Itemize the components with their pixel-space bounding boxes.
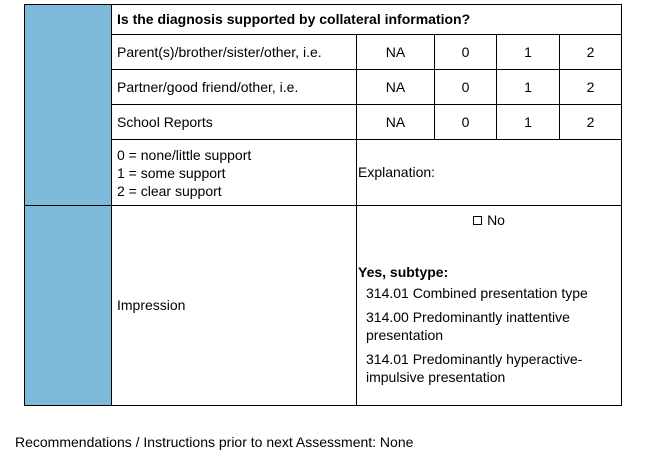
no-option[interactable] (357, 211, 621, 229)
subtype-option: 314.01 Predominantly hyperactive-impulsive presentation (366, 351, 583, 385)
subtype-option: 314.00 Predominantly inattentive presentation (366, 309, 570, 343)
question-title: Is the diagnosis supported by collateral information? (112, 5, 622, 35)
table-row (25, 70, 622, 105)
legend-line: 2 = clear support (117, 182, 222, 199)
legend-row (25, 140, 622, 206)
row-label: Partner/good friend/other, i.e. (112, 70, 357, 105)
rating-2: 2 (560, 35, 622, 70)
rating-2: 2 (560, 105, 622, 140)
assessment-table-container (24, 4, 621, 406)
checkbox-icon[interactable] (473, 216, 482, 225)
recommendations-footer: Recommendations / Instructions prior to next Assessment: None (15, 434, 414, 450)
legend-line: 0 = none/little support (117, 146, 252, 163)
rating-2: 2 (560, 70, 622, 105)
rating-1: 1 (497, 70, 560, 105)
rating-0: 0 (435, 105, 497, 140)
rating-1: 1 (497, 35, 560, 70)
side-band-top (25, 5, 112, 206)
subtype-option: 314.01 Combined presentation type (366, 285, 588, 301)
question-row (25, 5, 622, 35)
rating-legend (112, 140, 357, 206)
rating-na: NA (357, 105, 435, 140)
legend-line: 1 = some support (117, 164, 226, 181)
rating-na: NA (357, 35, 435, 70)
impression-label: Impression (112, 206, 357, 406)
assessment-table (24, 4, 622, 406)
table-row (25, 105, 622, 140)
row-label: School Reports (112, 105, 357, 140)
explanation-cell (357, 140, 622, 206)
rating-1: 1 (497, 105, 560, 140)
yes-subtype-heading: Yes, subtype: (358, 264, 449, 280)
impression-row (25, 206, 622, 406)
impression-options (357, 206, 622, 406)
explanation-label: Explanation: (358, 164, 436, 180)
row-label: Parent(s)/brother/sister/other, i.e. (112, 35, 357, 70)
side-band-bottom (25, 206, 112, 406)
rating-na: NA (357, 70, 435, 105)
table-row (25, 35, 622, 70)
rating-0: 0 (435, 70, 497, 105)
no-option-label: No (487, 212, 505, 228)
rating-0: 0 (435, 35, 497, 70)
